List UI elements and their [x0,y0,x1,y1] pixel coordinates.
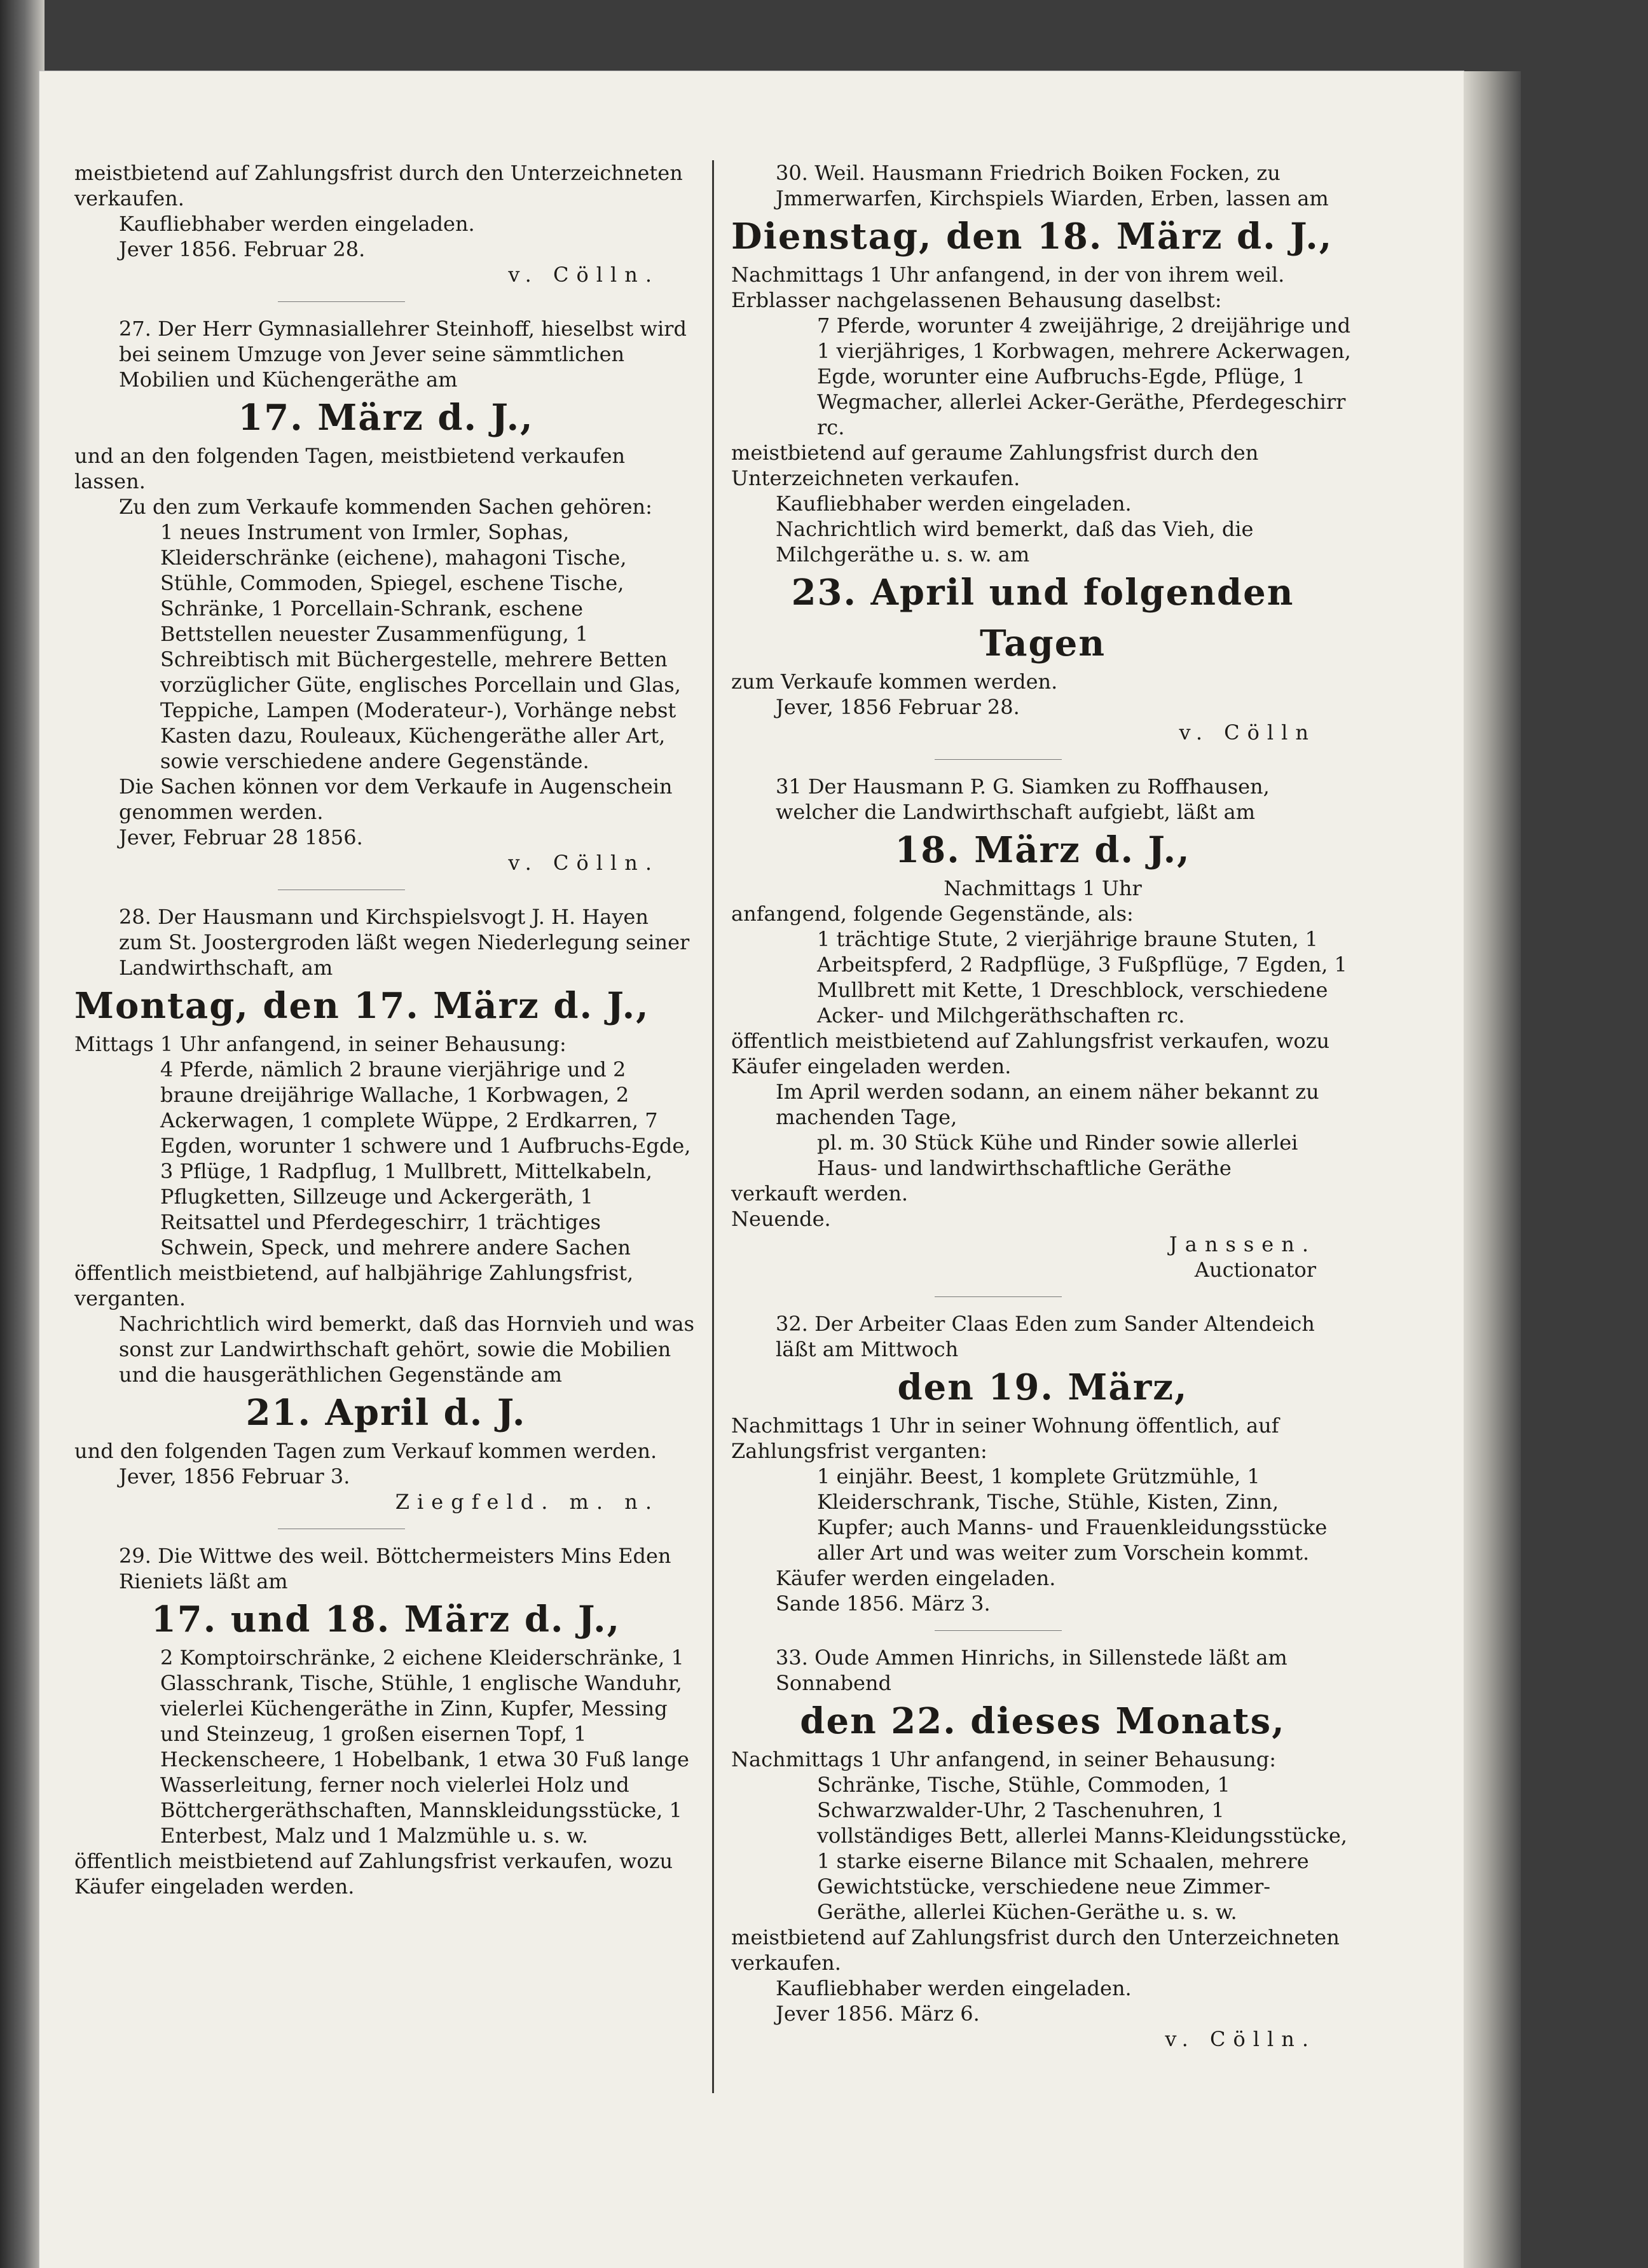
notice-28-after: öffentlich meistbietend, auf halbjährige Zahlungsfrist, verganten. [74,1261,634,1310]
notice-31-date: 18. März d. J., [895,829,1191,871]
notice-30-sign: v. Cölln [1179,720,1316,745]
notice-28-sign: Ziegfeld. m. n. [395,1490,659,1514]
notice-27-list-intro: Zu den zum Verkaufe kommenden Sachen gehören: [119,495,652,519]
notice-31-note-end: verkauft werden. [731,1181,909,1206]
notice-28-intro: 28. Der Hausmann und Kirchspielsvogt J. H. Hayen zum St. Joostergroden läßt wegen Niederlegung seiner Landwirthschaft, am [119,905,690,980]
notice-31-list: 1 trächtige Stute, 2 vierjährige braune Stuten, 1 Arbeitspferd, 2 Radpflüge, 3 Fußpflüge, 7 Egden, 1 Mullbrett mit Kette, 1 Dreschblock, verschiedene Acker- und Milchgeräthschaften rc. [817,927,1347,1027]
top-text: meistbietend auf Zahlungsfrist durch den Unterzeichneten verkaufen. [74,161,683,210]
notice-27-intro: 27. Der Herr Gymnasiallehrer Steinhoff, hieselbst wird bei seinem Umzuge von Jever seine sämmtlichen Mobilien und Küchengeräthe am [119,317,687,392]
notice-30-place: Jever, 1856 Februar 28. [776,695,1020,719]
notice-31-intro: 31 Der Hausmann P. G. Siamken zu Roffhausen, welcher die Landwirthschaft aufgiebt, läßt am [776,774,1270,824]
notice-31-note: Im April werden sodann, an einem näher bekannt zu machenden Tage, [776,1080,1319,1129]
notice-33-date: den 22. dieses Monats, [800,1700,1286,1742]
separator [935,1630,1062,1631]
notice-29-list: 2 Komptoirschränke, 2 eichene Kleiderschränke, 1 Glasschrank, Tische, Stühle, 1 englische Wanduhr, vielerlei Küchengeräthe in Zinn, Kupfer, Messing und Steinzeug, 1 großen eisernen Topf, 1 Heckenscheere, 1 Hobelbank, 1 etwa 30 Fuß lange Wasserleitung, ferner noch vielerlei Holz und Böttchergeräthschaften, Mannskleidungsstücke, 1 Enterbest, Malz und 1 Malzmühle u. s. w. [160,1646,689,1848]
notice-27-note: Die Sachen können vor dem Verkaufe in Augenschein genommen werden. [119,774,673,824]
notice-32-time: Nachmittags 1 Uhr in seiner Wohnung öffentlich, auf Zahlungsfrist verganten: [731,1413,1279,1463]
left-column [74,160,697,1899]
notice-29-after: öffentlich meistbietend auf Zahlungsfrist verkaufen, wozu Käufer eingeladen werden. [74,1849,673,1899]
top-sign: v. Cölln. [508,263,659,287]
notice-28-date: Montag, den 17. März d. J., [74,985,650,1027]
notice-29-date: 17. und 18. März d. J., [151,1598,621,1640]
notice-30-list: 7 Pferde, worunter 4 zweijährige, 2 dreijährige und 1 vierjähriges, 1 Korbwagen, mehrere Ackerwagen, Egde, worunter eine Aufbruchs-Egde, Pflüge, 1 Wegmacher, allerlei Acker-Geräthe, Pferdegeschirr rc. [817,313,1351,439]
right-column [731,160,1354,2052]
notice-31-intro2: anfangend, folgende Gegenstände, als: [731,902,1134,926]
notice-32-date: den 19. März, [897,1366,1188,1408]
notice-27-sign: v. Cölln. [508,851,659,875]
separator [278,301,405,302]
separator [935,759,1062,760]
notice-31-time: Nachmittags 1 Uhr [944,876,1142,900]
notice-33-place: Jever 1856. März 6. [776,2002,980,2026]
notice-28-note: Nachrichtlich wird bemerkt, daß das Hornvieh und was sonst zur Landwirthschaft gehört, sowie die Mobilien und die hausgeräthlichen Gegenstände am [119,1312,695,1387]
top-invite: Kaufliebhaber werden eingeladen. [119,212,475,236]
notice-30-time: Nachmittags 1 Uhr anfangend, in der von ihrem weil. Erblasser nachgelassenen Behausung daselbst: [731,263,1285,312]
notice-32-list: 1 einjähr. Beest, 1 komplete Grützmühle, 1 Kleiderschrank, Tische, Stühle, Kisten, Zinn, Kupfer; auch Manns- und Frauenkleidungsstücke aller Art und was weiter zum Vorschein kommt. [817,1464,1328,1565]
top-place: Jever 1856. Februar 28. [119,237,366,261]
column-divider [712,160,714,2093]
notice-30-after: meistbietend auf geraume Zahlungsfrist durch den Unterzeichneten verkaufen. [731,441,1259,490]
notice-33-list: Schränke, Tische, Stühle, Commoden, 1 Schwarzwalder-Uhr, 2 Taschenuhren, 1 vollständiges Bett, allerlei Manns-Kleidungsstücke, 1 starke eiserne Bilance mit Schaalen, mehrere Gewichtstücke, verschiedene neue Zimmer-Geräthe, allerlei Küchen-Geräthe u. s. w. [817,1773,1347,1924]
notice-30-date: Dienstag, den 18. März d. J., [731,216,1333,258]
notice-31-sign-role: Auctionator [1194,1258,1316,1282]
notice-31-sign: Janssen. [1169,1232,1316,1256]
notice-28-list: 4 Pferde, nämlich 2 braune vierjährige und 2 braune dreijährige Wallache, 1 Korbwagen, 2 Ackerwagen, 1 complete Wüppe, 2 Erdkarren, 7 Egden, worunter 1 schwere und 1 Aufbruchs-Egde, 3 Pflüge, 1 Radpflug, 1 Mullbrett, Mittelkabeln, Pflugketten, Sillzeuge und Ackergeräth, 1 Reitsattel und Pferdegeschirr, 1 trächtiges Schwein, Speck, und mehrere andere Sachen [160,1057,691,1260]
notice-27-list: 1 neues Instrument von Irmler, Sophas, Kleiderschränke (eichene), mahagoni Tische, Stühle, Commoden, Spiegel, eschene Tische, Schränke, 1 Porcellain-Schrank, eschene Bettstellen neuester Zusammenfügung, 1 Schreibtisch mit Büchergestelle, mehrere Betten vorzüglicher Güte, englisches Porcellain und Glas, Teppiche, Lampen (Moderateur-), Vorhänge nebst Kasten dazu, Rouleaux, Küchengeräthe aller Art, sowie verschiedene andere Gegenstände. [160,520,681,773]
book-spine [0,0,45,2268]
notice-31-after: öffentlich meistbietend auf Zahlungsfrist verkaufen, wozu Käufer eingeladen werden. [731,1029,1330,1078]
notice-30-after2: zum Verkaufe kommen werden. [731,670,1058,694]
notice-33-invite: Kaufliebhaber werden eingeladen. [776,1976,1132,2000]
notice-30-date2: 23. April und folgenden Tagen [791,572,1294,664]
notice-28-after2: und den folgenden Tagen zum Verkauf kommen werden. [74,1439,657,1463]
notice-28-time: Mittags 1 Uhr anfangend, in seiner Behausung: [74,1032,566,1056]
notice-29-intro: 29. Die Wittwe des weil. Böttchermeisters Mins Eden Rieniets läßt am [119,1544,671,1593]
notice-32-invite: Käufer werden eingeladen. [776,1566,1056,1590]
separator [935,1296,1062,1297]
notice-33-time: Nachmittags 1 Uhr anfangend, in seiner Behausung: [731,1747,1276,1771]
notice-27-date: 17. März d. J., [238,397,534,439]
page-edge [1464,71,1521,2268]
notice-28-date2: 21. April d. J. [245,1392,526,1434]
notice-32-place: Sande 1856. März 3. [776,1591,991,1616]
newspaper-page [39,71,1464,2268]
notice-31-note-item: pl. m. 30 Stück Kühe und Rinder sowie allerlei Haus- und landwirthschaftliche Geräthe [817,1131,1298,1180]
notice-33-after: meistbietend auf Zahlungsfrist durch den Unterzeichneten verkaufen. [731,1925,1340,1975]
notice-28-place: Jever, 1856 Februar 3. [119,1464,350,1488]
notice-30-intro: 30. Weil. Hausmann Friedrich Boiken Focken, zu Jmmerwarfen, Kirchspiels Wiarden, Erben, lassen am [776,161,1329,210]
notice-33-intro: 33. Oude Ammen Hinrichs, in Sillenstede läßt am Sonnabend [776,1646,1288,1695]
notice-27-place: Jever, Februar 28 1856. [119,825,363,849]
notice-32-intro: 32. Der Arbeiter Claas Eden zum Sander Altendeich läßt am Mittwoch [776,1312,1315,1361]
notice-31-place: Neuende. [731,1207,831,1231]
notice-33-sign: v. Cölln. [1165,2027,1316,2051]
notice-30-invite: Kaufliebhaber werden eingeladen. [776,491,1132,516]
notice-30-note: Nachrichtlich wird bemerkt, daß das Vieh, die Milchgeräthe u. s. w. am [776,517,1254,567]
notice-27-after: und an den folgenden Tagen, meistbietend verkaufen lassen. [74,444,626,493]
